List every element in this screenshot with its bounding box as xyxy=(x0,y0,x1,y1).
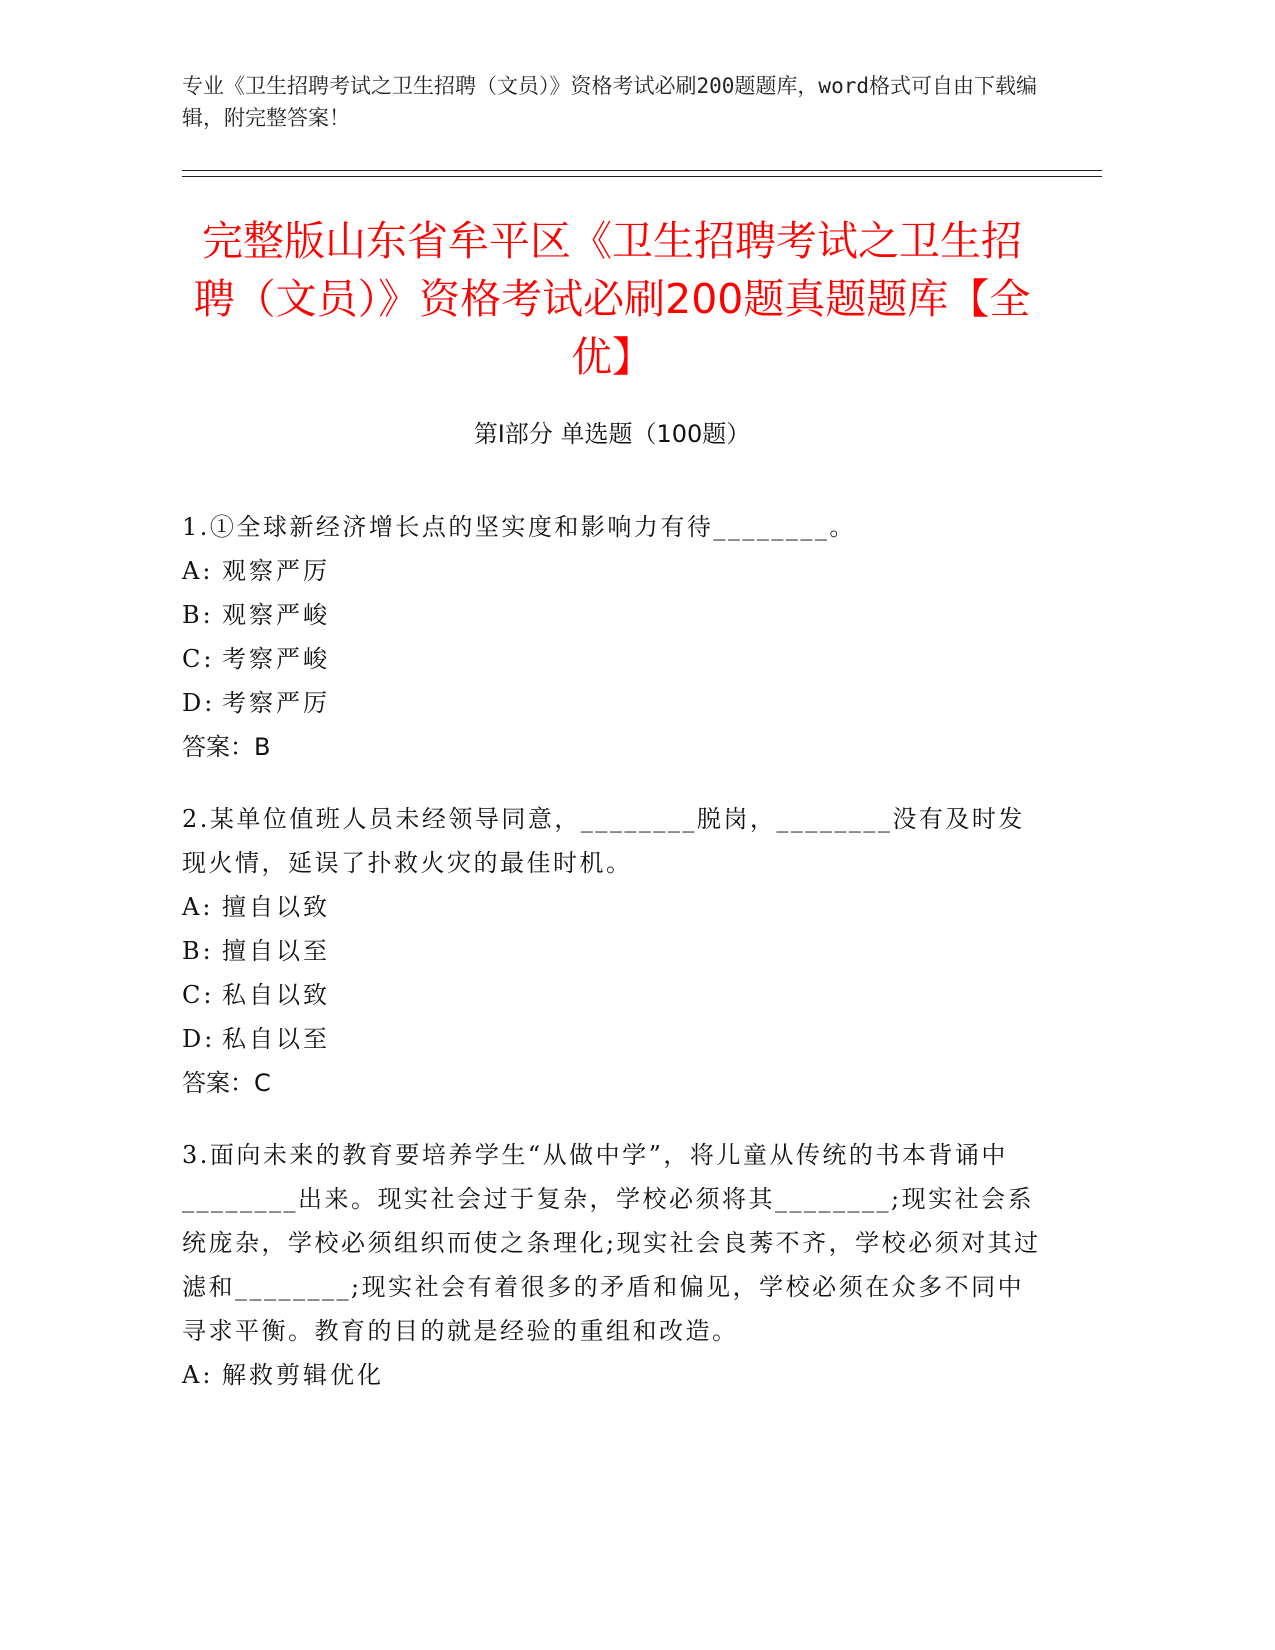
option-text: 观察严峻 xyxy=(222,601,330,629)
question-1 xyxy=(182,505,1042,769)
question-1-option-c xyxy=(182,637,1042,681)
question-1-option-b xyxy=(182,593,1042,637)
question-1-option-a xyxy=(182,549,1042,593)
option-key: A: xyxy=(182,893,214,921)
option-key: A: xyxy=(182,1361,214,1389)
header-rule-top xyxy=(182,170,1102,171)
question-1-answer: 答案：B xyxy=(182,733,271,761)
option-text: 私自以致 xyxy=(222,981,330,1009)
header-note: 专业《卫生招聘考试之卫生招聘（文员）》资格考试必刷200题题库，word格式可自由下载编辑，附完整答案！ xyxy=(182,74,1037,130)
question-2-answer: 答案：C xyxy=(182,1069,271,1097)
question-2-option-d xyxy=(182,1017,1042,1061)
document-title: 完整版山东省牟平区《卫生招聘考试之卫生招聘（文员）》资格考试必刷200题真题题库【全优】 xyxy=(193,217,1031,381)
question-1-option-d xyxy=(182,681,1042,725)
option-text: 观察严厉 xyxy=(222,557,330,585)
option-key: A: xyxy=(182,557,214,585)
section-title: 第Ⅰ部分 单选题（100题） xyxy=(473,420,751,448)
option-text: 擅自以至 xyxy=(222,937,330,965)
option-text: 擅自以致 xyxy=(222,893,330,921)
option-text: 私自以至 xyxy=(222,1025,330,1053)
header-rule-bottom xyxy=(182,176,1102,177)
question-2 xyxy=(182,797,1042,1105)
option-text: 考察严峻 xyxy=(222,645,330,673)
question-list xyxy=(182,505,1042,1425)
option-key: B: xyxy=(182,601,214,629)
option-text: 解救剪辑优化 xyxy=(222,1361,384,1389)
option-key: C: xyxy=(182,645,215,673)
question-3-text: 3.面向未来的教育要培养学生“从做中学”，将儿童从传统的书本背诵中________出来。现实社会过于复杂，学校必须将其________;现实社会系统庞杂，学校必须组织而使之条理化;现实社会良莠不齐，学校必须对其过滤和________;现实社会有着很多的矛盾和偏见，学校必须在众多不同中寻求平衡。教育的目的就是经验的重组和改造。 xyxy=(182,1141,1041,1345)
question-2-option-c xyxy=(182,973,1042,1017)
question-3 xyxy=(182,1133,1042,1397)
question-2-option-b xyxy=(182,929,1042,973)
option-key: C: xyxy=(182,981,215,1009)
question-2-text: 2.某单位值班人员未经领导同意，________脱岗，________没有及时发现火情，延误了扑救火灾的最佳时机。 xyxy=(182,805,1025,877)
option-key: B: xyxy=(182,937,214,965)
option-key: D: xyxy=(182,689,216,717)
question-3-option-a xyxy=(182,1353,1042,1397)
question-2-option-a xyxy=(182,885,1042,929)
option-text: 考察严厉 xyxy=(222,689,330,717)
question-1-text: 1.①全球新经济增长点的坚实度和影响力有待________。 xyxy=(182,513,856,541)
option-key: D: xyxy=(182,1025,216,1053)
